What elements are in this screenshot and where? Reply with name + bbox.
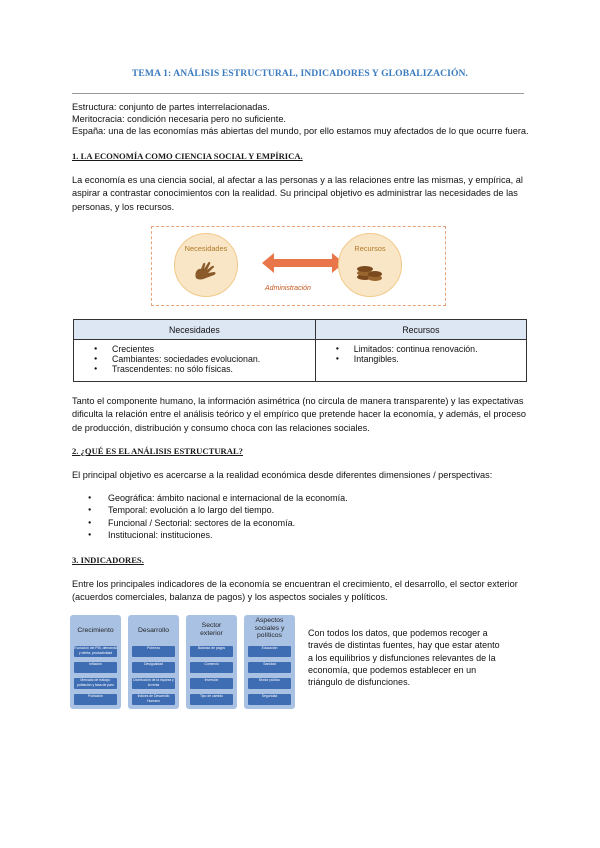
table-row: [74, 340, 527, 382]
table-header-row: [74, 320, 527, 340]
resources-cell: [315, 340, 526, 382]
title-divider: [72, 93, 524, 94]
indicator-box: Sanidad: [248, 662, 291, 673]
indicator-box: Pobreza: [132, 646, 175, 657]
paragraph-human-component: Tanto el componente humano, la información asimétrica (no circula de manera transparente) y las expectativas dificulta la relación entre el análisis teórico y el empírico que pretende hacer la economía, y además, el proceso de producción, distribución y consumo choca con las relaciones sociales.: [72, 396, 527, 433]
indicators-diagram: [70, 615, 296, 711]
needs-resources-diagram: [151, 226, 446, 306]
definition-espana: España: una de las economías más abiertas del mundo, por ello estamos muy afectados de lo que ocurre fuera.: [72, 126, 529, 136]
table-header-needs: Necesidades: [74, 320, 316, 340]
indicator-box: Tipo de cambio: [190, 694, 233, 705]
page-title: TEMA 1: ANÁLISIS ESTRUCTURAL, INDICADORES Y GLOBALIZACIÓN.: [131, 68, 469, 79]
indicator-box: Índices de Desarrollo Humano: [132, 694, 175, 705]
dimensions-list: [72, 492, 348, 541]
double-arrow-icon: [262, 251, 344, 275]
indicator-box: Inflación: [74, 662, 117, 673]
indicator-box: Balanza de pagos: [190, 646, 233, 657]
indicator-box: Inversión: [190, 678, 233, 689]
list-item: ● Temporal: evolución a lo largo del tiempo.: [72, 504, 348, 516]
indicator-column-sector-exterior: [186, 615, 237, 709]
indicator-box: Distribución de la riqueza y la renta: [133, 678, 174, 687]
list-item: ● Funcional / Sectorial: sectores de la economía.: [72, 517, 348, 529]
section2-intro: El principal objetivo es acercarse a la realidad económica desde diferentes dimensiones / perspectivas:: [72, 470, 493, 480]
indicator-box: Mercado de trabajo: población y tasa de paro: [74, 678, 117, 689]
list-item: ● Intangibles.: [354, 354, 520, 364]
needs-resources-table: [73, 319, 527, 382]
list-item: ● Crecientes: [112, 344, 309, 354]
indicator-title: Desarrollo: [138, 627, 169, 634]
indicator-box: Educación: [248, 646, 291, 657]
indicator-box: Seguridad: [248, 694, 291, 705]
section1-paragraph: La economía es una ciencia social, al afectar a las personas y a las relaciones entre las mismas, y empírica, al aspirar a contrastar conocimientos con la realidad. Su principal objetivo es administrar las necesidades de las personas, y los recursos.: [72, 175, 523, 212]
indicator-box: Desigualdad: [132, 662, 175, 673]
indicator-column-aspectos-sociales: [244, 615, 295, 709]
list-item: ● Limitados: continua renovación.: [354, 344, 520, 354]
needs-circle: [174, 233, 238, 297]
administration-label: Administración: [265, 285, 311, 292]
hand-gesture-icon: [175, 260, 237, 287]
needs-circle-label: Necesidades: [184, 244, 228, 253]
list-item: ● Cambiantes: sociedades evolucionan.: [112, 354, 309, 364]
table-header-resources: Recursos: [315, 320, 526, 340]
indicator-title: Sector exterior: [200, 622, 223, 637]
indicator-box: Sector público: [248, 678, 291, 689]
list-item: ● Institucional: instituciones.: [72, 529, 348, 541]
indicator-box: Población: [74, 694, 117, 705]
resources-circle: [338, 233, 402, 297]
section3-intro: Entre los principales indicadores de la economía se encuentran el crecimiento, el desarrollo, el sector exterior (acuerdos comerciales, balanza de pagos) y los aspectos sociales y políticos.: [72, 579, 518, 603]
section2-heading: 2. ¿QUÉ ES EL ANÁLISIS ESTRUCTURAL?: [72, 446, 243, 456]
definition-meritocracia: Meritocracia: condición necesaria pero no suficiente.: [72, 114, 286, 124]
section3-heading: 3. INDICADORES.: [72, 555, 144, 565]
coins-icon: [339, 260, 401, 287]
indicator-title: Crecimiento: [77, 627, 114, 634]
needs-cell: [74, 340, 316, 382]
indicator-box: Evolución del PIB, demanda y oferta, productividad: [74, 646, 117, 655]
list-item: ● Geográfica: ámbito nacional e internacional de la economía.: [72, 492, 348, 504]
resources-circle-label: Recursos: [354, 244, 386, 253]
indicators-side-text: Con todos los datos, que podemos recoger a través de distintas fuentes, hay que estar atento a los equilibrios y disfunciones relevantes de la economía, que podemos establecer en un triángulo de disfunciones.: [308, 628, 500, 688]
definition-estructura: Estructura: conjunto de partes interrelacionadas.: [72, 102, 270, 112]
list-item: ● Trascendentes: no sólo físicas.: [112, 364, 309, 374]
indicator-box: Comercio: [190, 662, 233, 673]
indicator-column-desarrollo: [128, 615, 179, 709]
section1-heading: 1. LA ECONOMÍA COMO CIENCIA SOCIAL Y EMPÍRICA.: [72, 151, 303, 161]
indicator-column-crecimiento: [70, 615, 121, 709]
indicator-title: Aspectos sociales y políticos: [254, 617, 285, 639]
definitions-block: [72, 101, 532, 137]
